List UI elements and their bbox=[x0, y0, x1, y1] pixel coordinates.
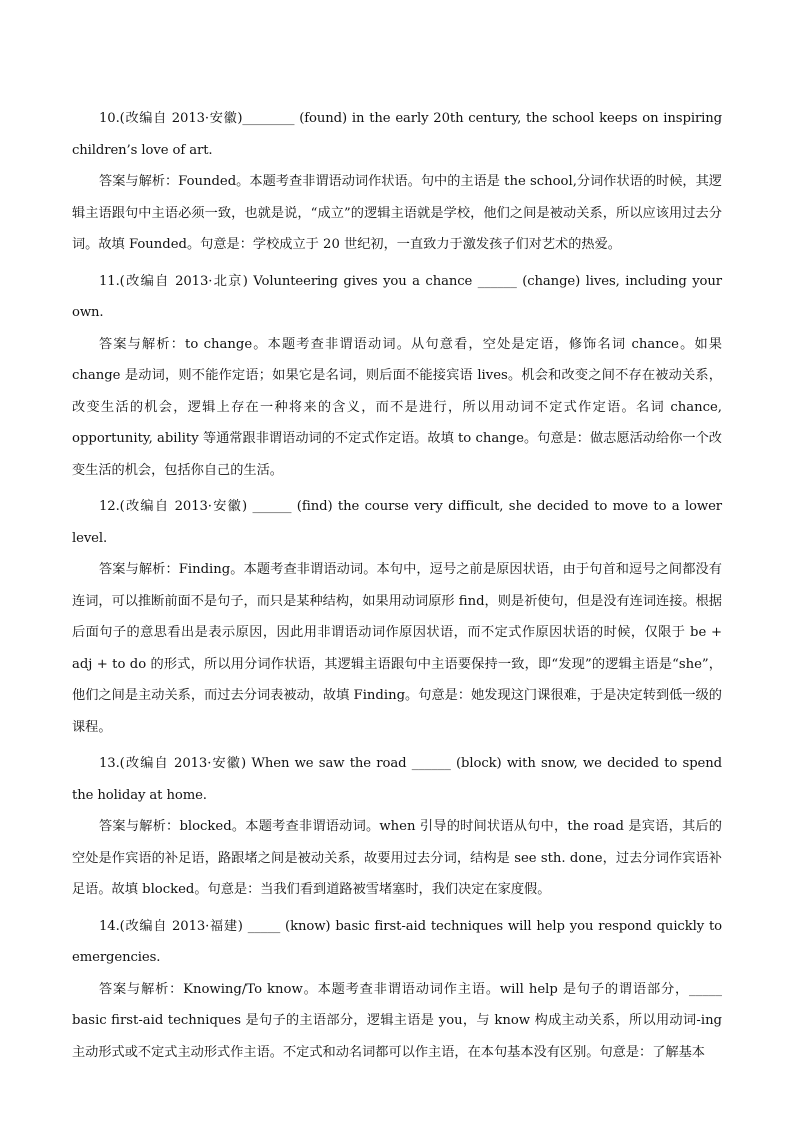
question-text: 14.(改编自 2013·福建) _____ (know) basic first-aid techniques will help you respond quickly to emergencies. bbox=[72, 918, 722, 965]
answer-explanation: 答案与解析：Founded。本题考查非谓语动词作状语。句中的主语是 the school,分词作状语的时候，其逻辑主语跟句中主语必须一致，也就是说，“成立”的逻辑主语就是学校，他们之间是被动关系，所以应该用过去分词。故填 Founded。句意是：学校成立于 20 世纪初，一直致力于激发孩子们对艺术的热爱。 bbox=[72, 174, 722, 252]
question-item-11 bbox=[72, 266, 722, 487]
question-text: 12.(改编自 2013·安徽) ______ (find) the course very difficult, she decided to move to a lower level. bbox=[72, 499, 722, 546]
answer-explanation: 答案与解析：blocked。本题考查非谓语动词。when 引导的时间状语从句中，the road 是宾语，其后的空处是作宾语的补足语，路跟堵之间是被动关系，故要用过去分词，结构是 see sth. done，过去分词作宾语补足语。故填 blocked。句意是：当我们看到道路被雪堵塞时，我们决定在家度假。 bbox=[72, 819, 722, 897]
answer-explanation: 答案与解析：Finding。本题考查非谓语动词。本句中，逗号之前是原因状语，由于句首和逗号之间都没有连词，可以推断前面不是句子，而只是某种结构，如果用动词原形 find，则是祈使句，但是没有连词连接。根据后面句子的意思看出是表示原因，因此用非谓语动词作原因状语，而不定式作原因状语的时候，仅限于 be + adj + to do 的形式，所以用分词作状语，其逻辑主语跟句中主语要保持一致，即“发现”的逻辑主语是“she”，他们之间是主动关系，而过去分词表被动，故填 Finding。句意是：她发现这门课很难，于是决定转到低一级的课程。 bbox=[72, 562, 722, 735]
document-content bbox=[72, 103, 722, 1073]
question-item-14 bbox=[72, 911, 722, 1069]
answer-explanation: 答案与解析：Knowing/To know。本题考查非谓语动词作主语。will help 是句子的谓语部分，_____ basic first-aid techniques 是句子的主语部分，逻辑主语是 you，与 know 构成主动关系，所以用动词-ing 主动形式或不定式主动形式作主语。不定式和动名词都可以作主语，在本句基本没有区别。句意是：了解基本 bbox=[72, 981, 722, 1060]
question-item-10 bbox=[72, 103, 722, 261]
question-text: 10.(改编自 2013·安徽)________ (found) in the early 20th century, the school keeps on inspiring children’s love of art. bbox=[72, 111, 722, 158]
question-item-13 bbox=[72, 748, 722, 906]
question-text: 11.(改编自 2013·北京) Volunteering gives you a chance ______ (change) lives, including your own. bbox=[72, 273, 722, 320]
question-item-12 bbox=[72, 491, 722, 743]
question-text: 13.(改编自 2013·安徽) When we saw the road ______ (block) with snow, we decided to spend the holiday at home. bbox=[72, 756, 722, 803]
answer-explanation: 答案与解析：to change。本题考查非谓语动词。从句意看，空处是定语，修饰名词 chance。如果 change 是动词，则不能作定语；如果它是名词，则后面不能接宾语 lives。机会和改变之间不存在被动关系，改变生活的机会，逻辑上存在一种将来的含义，而不是进行，所以用动词不定式作定语。名词 chance, opportunity, ability 等通常跟非谓语动词的不定式作定语。故填 to change。句意是：做志愿活动给你一个改变生活的机会，包括你自己的生活。 bbox=[72, 336, 722, 478]
